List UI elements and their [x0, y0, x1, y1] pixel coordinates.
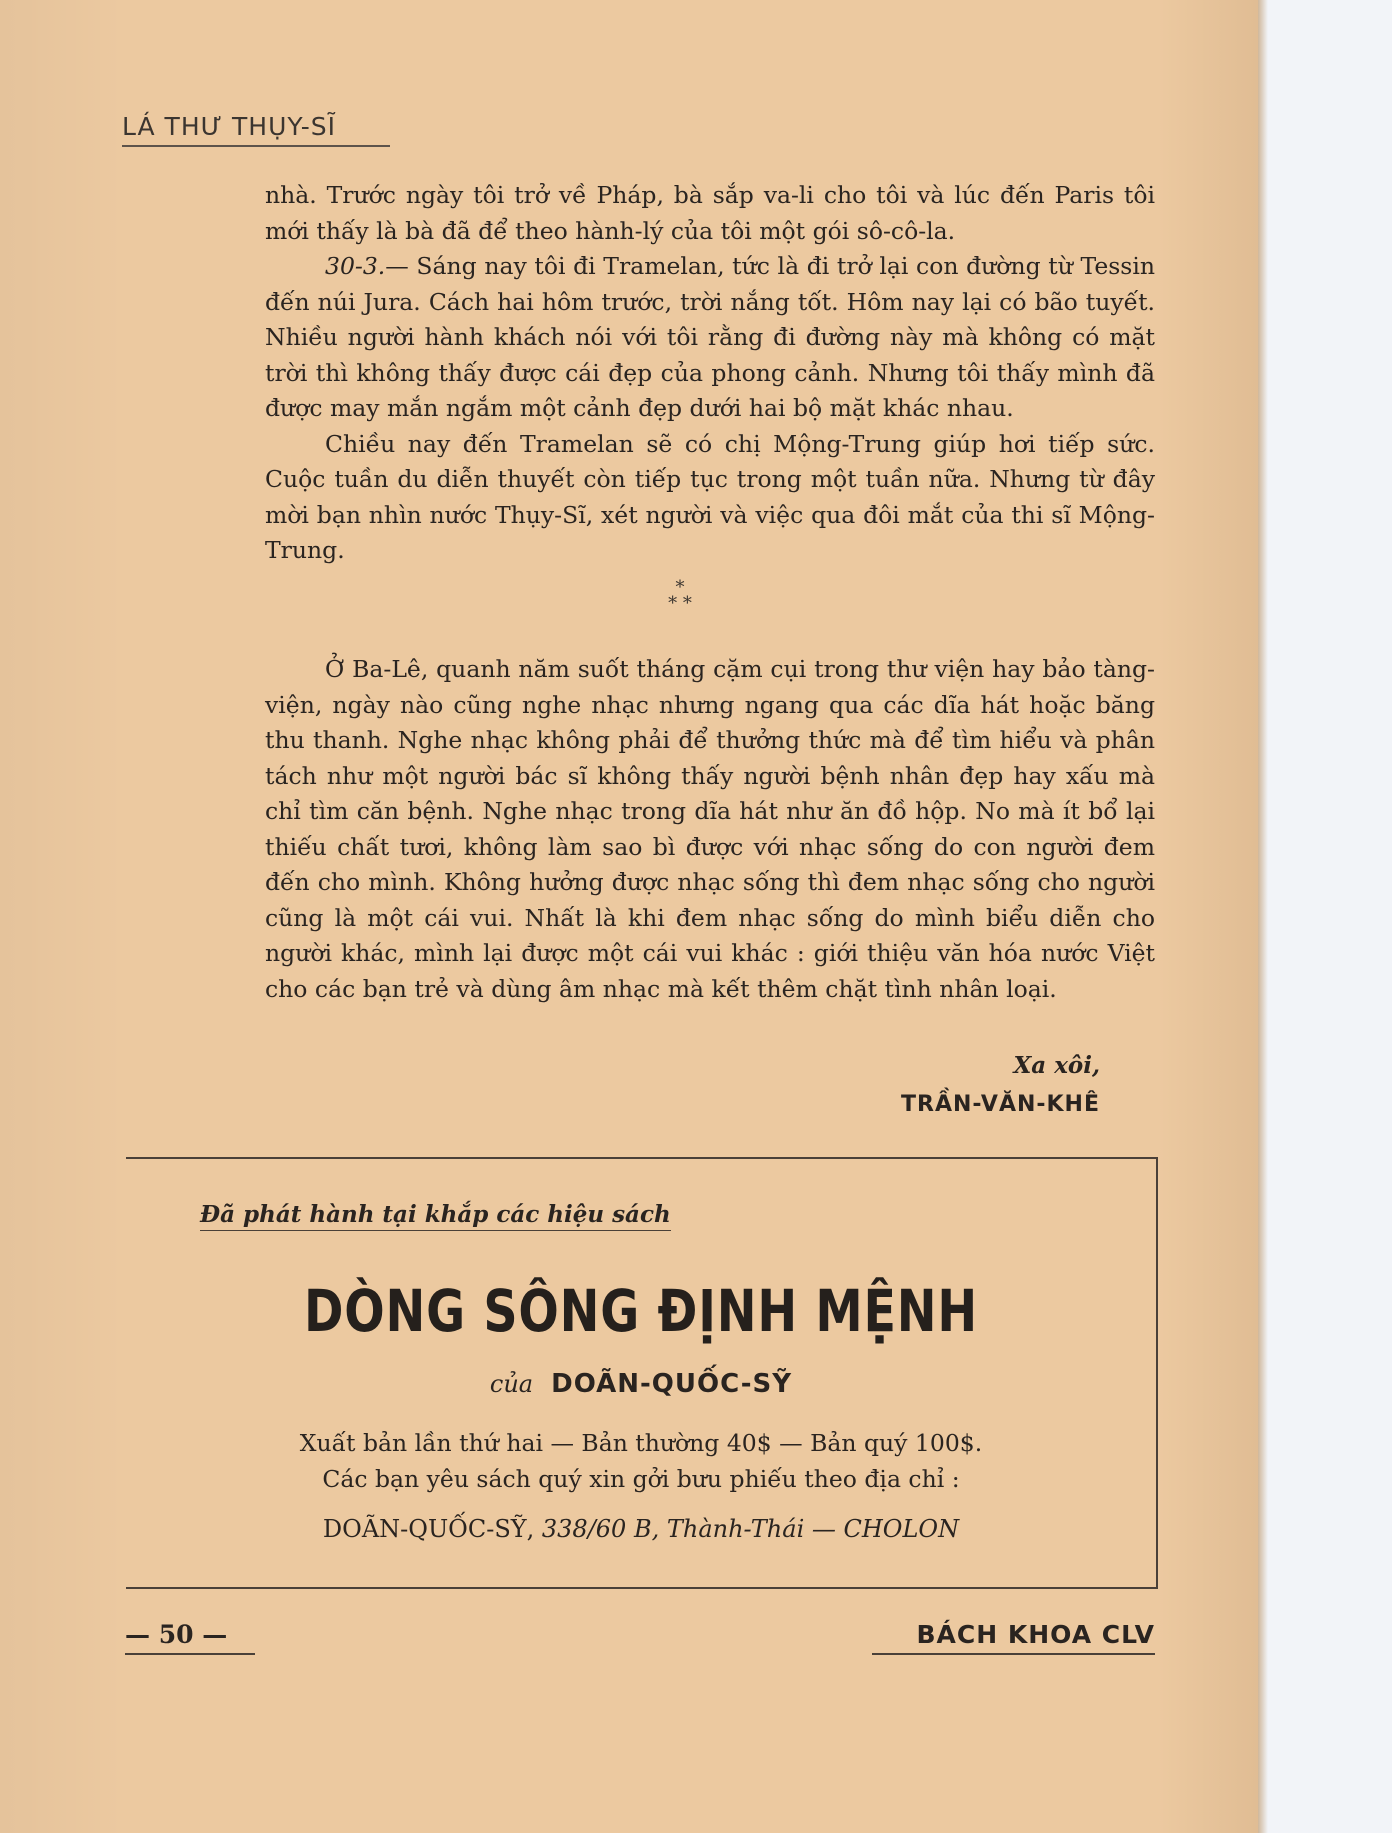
- magazine-name: BÁCH KHOA CLV: [872, 1620, 1155, 1655]
- body-text: [265, 178, 1155, 569]
- paragraph-2-text: — Sáng nay tôi đi Tramelan, tức là đi trở lại con đường từ Tessin đến núi Jura. Cách hai hôm trước, trời nắng tốt. Hôm nay lại có bão tuyết. Nhiều người hành khách nói với tôi rằng đi đường này mà không có mặt trời thì không thấy được cái đẹp của phong cảnh. Nhưng tôi thấy mình đã được may mắn ngắm một cảnh đẹp dưới hai bộ mặt khác nhau.: [265, 252, 1155, 422]
- date-label: 30-3.: [325, 252, 386, 280]
- paragraph-1: nhà. Trước ngày tôi trở về Pháp, bà sắp va-li cho tôi và lúc đến Paris tôi mới thấy là bà đã để theo hành-lý của tôi một gói sô-cô-la.: [265, 181, 1155, 245]
- page-number: — 50 —: [125, 1620, 255, 1655]
- page-header: LÁ THƯ THỤY-SĨ: [122, 112, 390, 147]
- ad-address: [126, 1515, 1156, 1543]
- paragraph-2: [265, 249, 1155, 427]
- ad-by-label: của: [489, 1370, 534, 1398]
- ad-edition-price: Xuất bản lần thứ hai — Bản thường 40$ — Bản quý 100$.: [299, 1429, 983, 1457]
- author-signature: TRẦN-VĂN-KHÊ: [901, 1092, 1100, 1117]
- scan-background: [1258, 0, 1392, 1833]
- section-ornament: * * *: [668, 577, 692, 614]
- closing-line: Xa xôi,: [1013, 1052, 1100, 1079]
- paragraph-4: Ở Ba-Lê, quanh năm suốt tháng cặm cụi trong thư viện hay bảo tàng-viện, ngày nào cũng nghe nhạc nhưng ngang qua các dĩa hát hoặc băng thu thanh. Nghe nhạc không phải để thưởng thức mà để tìm hiểu và phân tách như một người bác sĩ không thấy người bệnh nhân đẹp hay xấu mà chỉ tìm căn bệnh. Nghe nhạc trong dĩa hát như ăn đồ hộp. No mà ít bổ lại thiếu chất tươi, không làm sao bì được với nhạc sống do con người đem đến cho mình. Không hưởng được nhạc sống thì đem nhạc sống cho người cũng là một cái vui. Nhất là khi đem nhạc sống do mình biểu diễn cho người khác, mình lại được một cái vui khác : giới thiệu văn hóa nước Việt cho các bạn trẻ và dùng âm nhạc mà kết thêm chặt tình nhân loại.: [265, 655, 1155, 1003]
- ad-subtitle: Đã phát hành tại khắp các hiệu sách: [200, 1201, 671, 1231]
- ad-address-street: 338/60 B, Thành-Thái — CHOLON: [541, 1515, 960, 1543]
- book-advertisement: [126, 1157, 1158, 1589]
- paragraph-3: Chiều nay đến Tramelan sẽ có chị Mộng-Trung giúp hơi tiếp sức. Cuộc tuần du diễn thuyết còn tiếp tục trong một tuần nữa. Nhưng từ đây mời bạn nhìn nước Thụy-Sĩ, xét người và việc qua đôi mắt của thi sĩ Mộng-Trung.: [265, 429, 1155, 564]
- ad-address-name: DOÃN-QUỐC-SỸ,: [322, 1515, 535, 1543]
- page-edge: [1258, 0, 1268, 1833]
- ad-author-name: DOÃN-QUỐC-SỸ: [551, 1369, 793, 1399]
- ad-author-line: [126, 1369, 1156, 1399]
- ad-order-note: Các bạn yêu sách quý xin gởi bưu phiếu theo địa chỉ :: [322, 1465, 960, 1493]
- body-text-2: [265, 652, 1155, 1007]
- ad-book-title: DÒNG SÔNG ĐỊNH MỆNH: [303, 1277, 979, 1345]
